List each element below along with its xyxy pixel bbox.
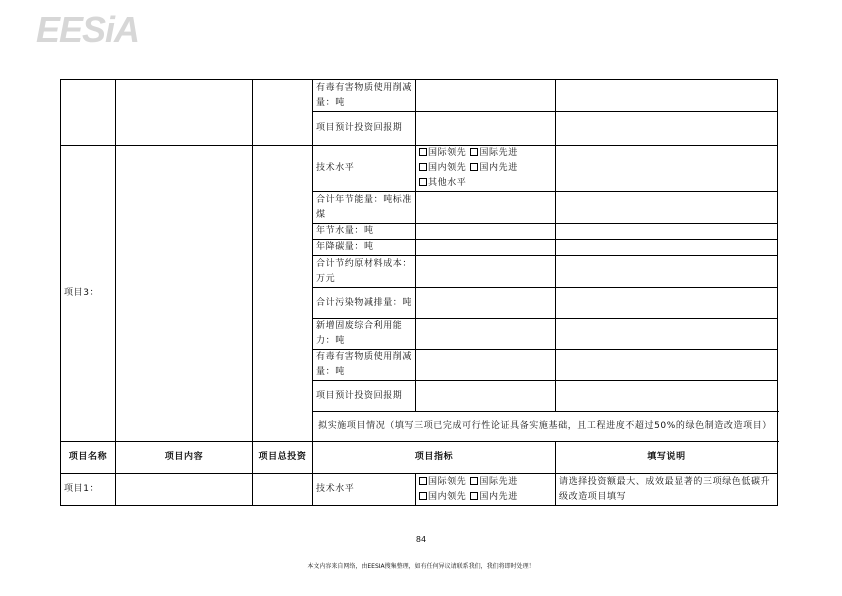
option-intl-advanced[interactable]: 国际先进	[470, 146, 517, 161]
table-row	[61, 474, 778, 506]
indicator-energy-saving: 合计年节能量：吨标准煤	[313, 192, 416, 224]
indicator-pollutant-reduction: 合计污染物减排量：吨	[313, 288, 416, 319]
project-3-name: 项目3：	[61, 146, 116, 442]
value-cell[interactable]	[416, 192, 556, 224]
indicator-tech-level: 技术水平	[313, 474, 416, 506]
value-cell[interactable]	[416, 80, 556, 112]
table-row	[61, 80, 778, 112]
footer-disclaimer: 本文内容来自网络，由EESIA搜集整理，如有任何异议请联系我们，我们将即时处理！	[307, 563, 535, 570]
value-cell[interactable]	[416, 224, 556, 240]
cell-empty	[253, 80, 313, 146]
indicator-carbon-reduction: 年降碳量：吨	[313, 240, 416, 256]
section-title: 拟实施项目情况（填写三项已完成可行性论证具备实施基础，且工程进度不超过50%的绿色制造改造项目）	[313, 412, 778, 442]
value-cell[interactable]	[416, 381, 556, 412]
option-domestic-advanced[interactable]: 国内先进	[470, 161, 517, 176]
note-cell[interactable]	[556, 381, 778, 412]
indicator-hazardous-reduction: 有毒有害物质使用削减量：吨	[313, 350, 416, 381]
value-cell[interactable]	[416, 240, 556, 256]
project-1-content[interactable]	[116, 474, 253, 506]
checkbox-icon[interactable]	[419, 148, 427, 156]
header-project-indicator: 项目指标	[313, 442, 556, 474]
indicator-water-saving: 年节水量：吨	[313, 224, 416, 240]
note-cell[interactable]	[556, 146, 778, 192]
indicator-hazardous-reduction: 有毒有害物质使用削减量：吨	[313, 80, 416, 112]
checkbox-icon[interactable]	[470, 477, 478, 485]
header-project-investment: 项目总投资	[253, 442, 313, 474]
note-cell[interactable]	[556, 192, 778, 224]
option-intl-leading[interactable]: 国际领先	[419, 475, 466, 490]
value-cell[interactable]	[416, 288, 556, 319]
value-cell[interactable]	[416, 112, 556, 146]
note-cell[interactable]	[556, 350, 778, 381]
indicator-material-cost: 合计节约原材料成本：万元	[313, 256, 416, 288]
option-domestic-leading[interactable]: 国内领先	[419, 161, 466, 176]
project-1-name: 项目1：	[61, 474, 116, 506]
page-number: 84	[415, 535, 427, 544]
checkbox-icon[interactable]	[470, 148, 478, 156]
indicator-solid-waste: 新增固废综合利用能力：吨	[313, 319, 416, 350]
note-cell[interactable]	[556, 80, 778, 112]
header-fill-note: 填写说明	[556, 442, 778, 474]
tech-level-options	[416, 146, 556, 192]
option-domestic-advanced[interactable]: 国内先进	[470, 490, 517, 505]
cell-empty	[61, 80, 116, 146]
value-cell[interactable]	[416, 319, 556, 350]
project-3-content[interactable]	[116, 146, 253, 442]
option-other-level[interactable]: 其他水平	[419, 176, 466, 191]
header-project-content: 项目内容	[116, 442, 253, 474]
indicator-payback-period: 项目预计投资回报期	[313, 381, 416, 412]
note-cell[interactable]	[556, 256, 778, 288]
checkbox-icon[interactable]	[419, 178, 427, 186]
fill-note-text: 请选择投资额最大、成效最显著的三项绿色低碳升级改造项目填写	[556, 474, 778, 506]
indicator-payback-period: 项目预计投资回报期	[313, 112, 416, 146]
checkbox-icon[interactable]	[419, 492, 427, 500]
note-cell[interactable]	[556, 112, 778, 146]
tech-level-options	[416, 474, 556, 506]
checkbox-icon[interactable]	[419, 477, 427, 485]
note-cell[interactable]	[556, 319, 778, 350]
value-cell[interactable]	[416, 350, 556, 381]
table-header-row	[61, 442, 778, 474]
project-3-investment[interactable]	[253, 146, 313, 442]
checkbox-icon[interactable]	[470, 492, 478, 500]
eesia-logo: EESiA	[36, 9, 140, 50]
checkbox-icon[interactable]	[419, 163, 427, 171]
table-row	[61, 146, 778, 192]
project-form-table	[60, 79, 778, 506]
cell-empty	[116, 80, 253, 146]
option-intl-leading[interactable]: 国际领先	[419, 146, 466, 161]
indicator-tech-level: 技术水平	[313, 146, 416, 192]
value-cell[interactable]	[416, 256, 556, 288]
checkbox-icon[interactable]	[470, 163, 478, 171]
option-domestic-leading[interactable]: 国内领先	[419, 490, 466, 505]
note-cell[interactable]	[556, 288, 778, 319]
note-cell[interactable]	[556, 240, 778, 256]
note-cell[interactable]	[556, 224, 778, 240]
header-project-name: 项目名称	[61, 442, 116, 474]
option-intl-advanced[interactable]: 国际先进	[470, 475, 517, 490]
project-1-investment[interactable]	[253, 474, 313, 506]
